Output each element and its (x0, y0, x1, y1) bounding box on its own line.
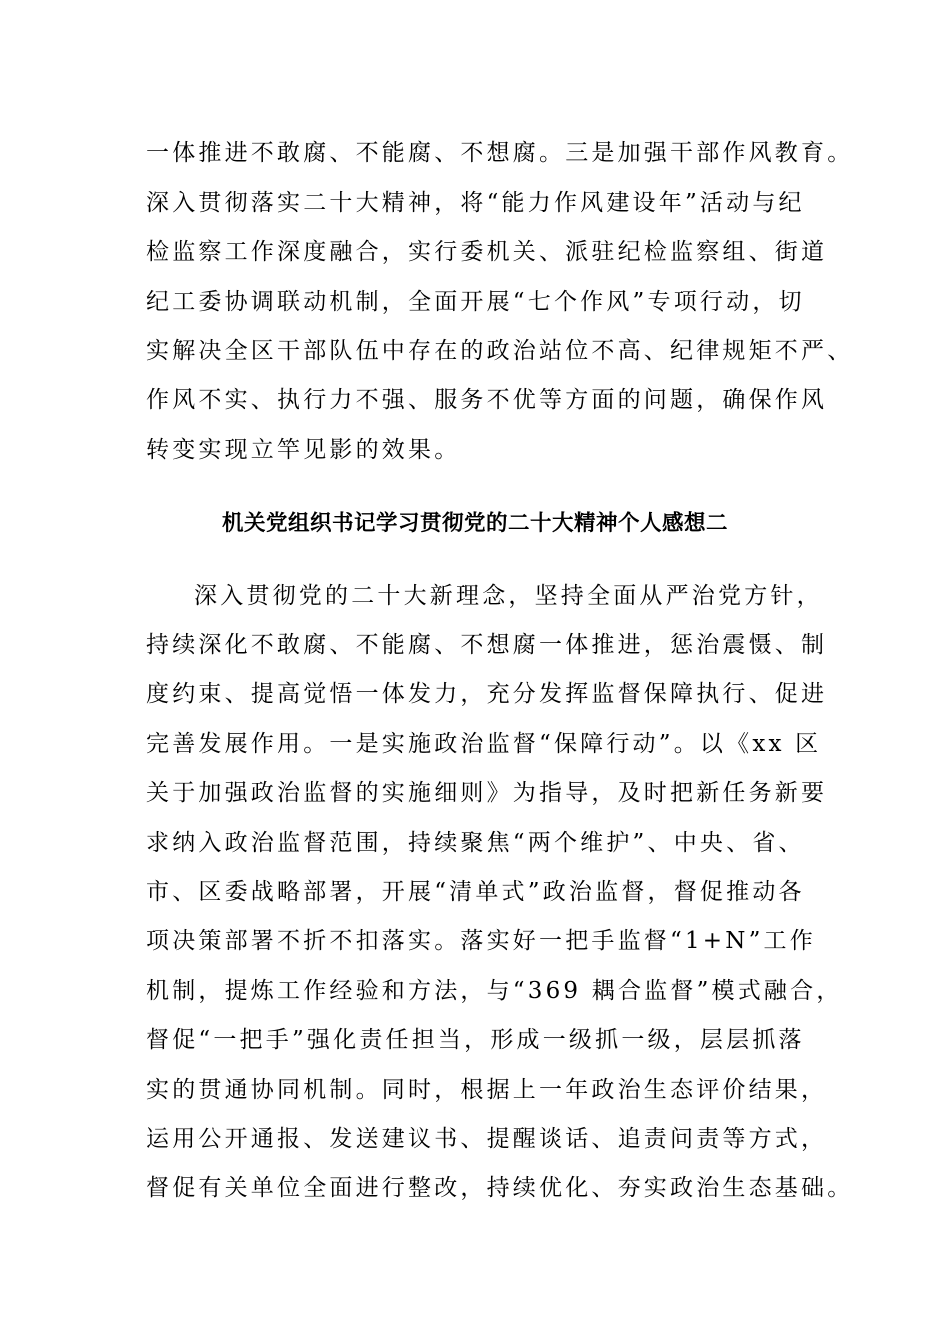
text-line: 项决策部署不折不扣落实。落实好一把手监督“1+N”工作 (146, 928, 816, 954)
text-line: 求纳入政治监督范围，持续聚焦“两个维护”、中央、省、 (146, 830, 805, 856)
text-line: 作风不实、执行力不强、服务不优等方面的问题，确保作风 (146, 387, 828, 413)
section-heading: 机关党组织书记学习贯彻党的二十大精神个人感想二 (221, 511, 728, 536)
text-line: 转变实现立竿见影的效果。 (146, 437, 461, 463)
text-line: 机制，提炼工作经验和方法，与“369 耦合监督”模式融合， (146, 978, 843, 1004)
text-line: 市、区委战略部署，开展“清单式”政治监督，督促推动各 (146, 879, 805, 905)
text-line: 一体推进不敢腐、不能腐、不想腐。三是加强干部作风教育。 (146, 140, 854, 166)
text-line: 持续深化不敢腐、不能腐、不想腐一体推进，惩治震慑、制 (146, 632, 828, 658)
text-line: 纪工委协调联动机制，全面开展“七个作风”专项行动，切 (146, 289, 805, 315)
text-line: 深入贯彻党的二十大新理念，坚持全面从严治党方针， (194, 583, 823, 609)
text-line: 督促有关单位全面进行整改，持续优化、夯实政治生态基础。 (146, 1175, 854, 1201)
text-line: 完善发展作用。一是实施政治监督“保障行动”。以《xx 区 (146, 731, 822, 757)
text-line: 实解决全区干部队伍中存在的政治站位不高、纪律规矩不严、 (146, 338, 854, 364)
text-line: 深入贯彻落实二十大精神，将“能力作风建设年”活动与纪 (146, 190, 805, 216)
text-line: 度约束、提高觉悟一体发力，充分发挥监督保障执行、促进 (146, 681, 828, 707)
text-line: 实的贯通协同机制。同时，根据上一年政治生态评价结果， (146, 1077, 828, 1103)
text-line: 运用公开通报、发送建议书、提醒谈话、追责问责等方式， (146, 1126, 828, 1152)
text-line: 检监察工作深度融合，实行委机关、派驻纪检监察组、街道 (146, 239, 828, 265)
text-line: 督促“一把手”强化责任担当，形成一级抓一级，层层抓落 (146, 1027, 805, 1053)
text-line: 关于加强政治监督的实施细则》为指导，及时把新任务新要 (146, 780, 828, 806)
